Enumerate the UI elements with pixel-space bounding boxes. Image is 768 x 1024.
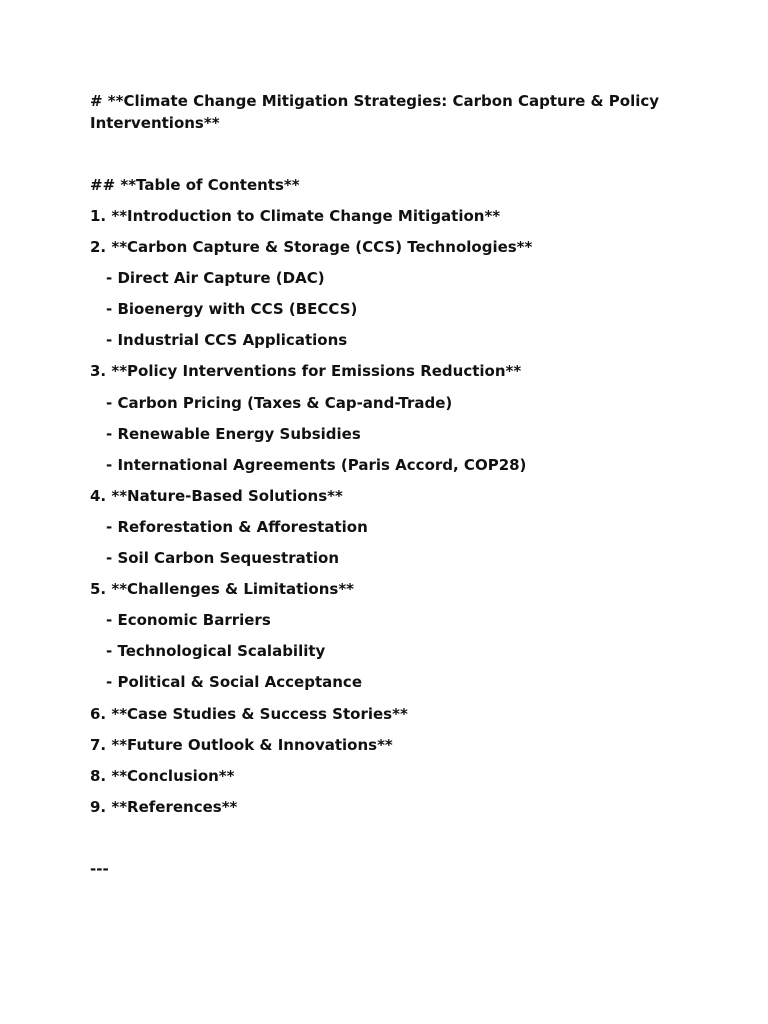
toc-subitem: - Technological Scalability [106, 642, 326, 661]
toc-subitem: - Carbon Pricing (Taxes & Cap-and-Trade) [106, 393, 453, 412]
toc-item: 1. **Introduction to Climate Change Mitigation** [90, 207, 501, 225]
table-of-contents [90, 205, 532, 827]
toc-subitem: - Industrial CCS Applications [106, 331, 348, 350]
toc-item: 5. **Challenges & Limitations** [90, 580, 355, 599]
toc-item: 3. **Policy Interventions for Emissions Reduction** [90, 362, 522, 381]
toc-subitem: - Bioenergy with CCS (BECCS) [106, 300, 358, 319]
toc-subitem: - Political & Social Acceptance [106, 673, 362, 692]
toc-subitem: - Direct Air Capture (DAC) [106, 269, 325, 288]
toc-item: 7. **Future Outlook & Innovations** [90, 735, 393, 754]
toc-subitem: - Economic Barriers [106, 611, 271, 630]
horizontal-rule-marker: --- [90, 860, 109, 878]
toc-subitem: - Renewable Energy Subsidies [106, 424, 361, 443]
toc-subitem: - Reforestation & Afforestation [106, 517, 368, 536]
toc-item: 6. **Case Studies & Success Stories** [90, 704, 408, 723]
toc-heading: ## **Table of Contents** [90, 176, 300, 194]
toc-item: 9. **References** [90, 797, 238, 816]
toc-item: 8. **Conclusion** [90, 766, 235, 785]
toc-item: 4. **Nature-Based Solutions** [90, 486, 343, 505]
toc-subitem: - Soil Carbon Sequestration [106, 549, 340, 568]
document-title: # **Climate Change Mitigation Strategies: Carbon Capture & Policy Interventions** [90, 92, 660, 132]
toc-item: 2. **Carbon Capture & Storage (CCS) Technologies** [90, 238, 533, 257]
toc-subitem: - International Agreements (Paris Accord, COP28) [106, 455, 527, 474]
